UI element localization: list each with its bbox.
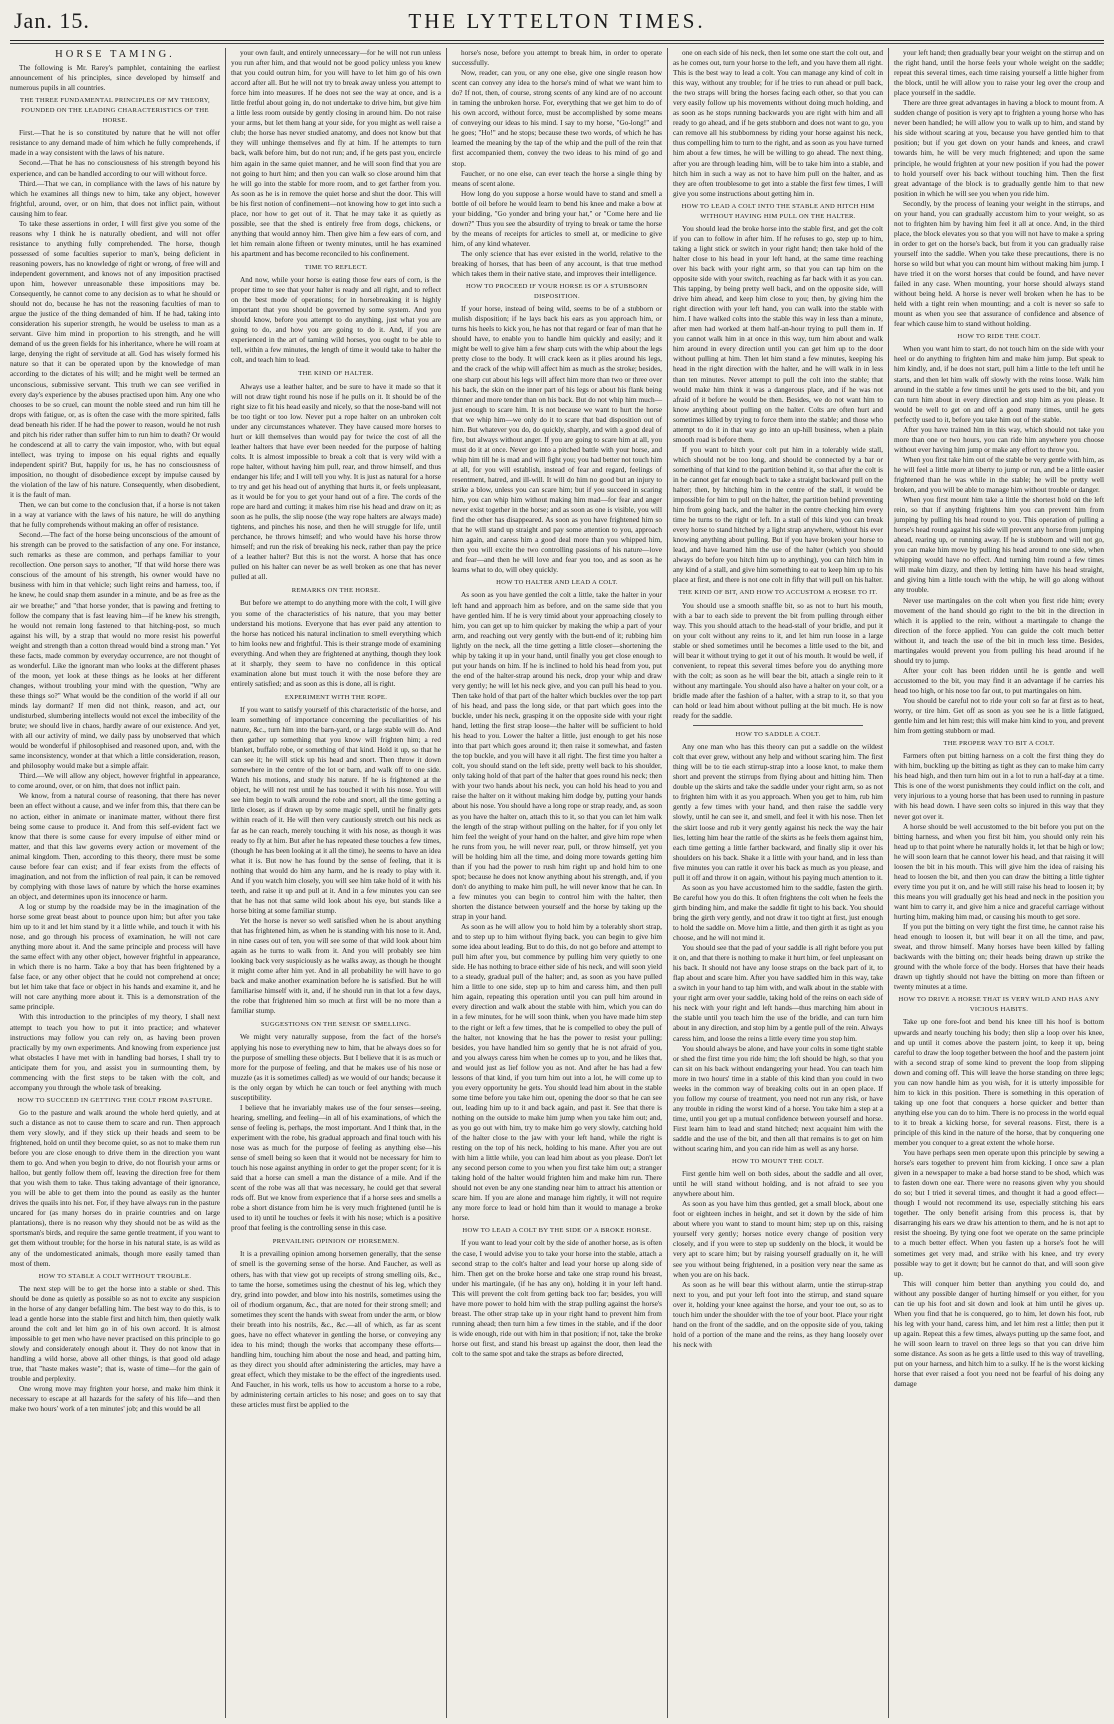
- paragraph: You should use a smooth snaffle bit, so as not to hurt his mouth, with a bar to each side to prevent the bit from pulling through either way. This you should attach to the head-stall of your bridle, and put it on your colt without any reins to it, and let him run loose in a large stable or shed sometimes until he becomes a little used to the bit, and will bear it without trying to get it out of his mouth. It would be well, if convenient, to repeat this several times before you do anything more with the colt; as soon as he will bear the bit, attach a single rein to it without any martingale. You should also have a halter on your colt, or a bridle made after the fashion of a halter, with a strap to it, so that you can hold or lead him about without pulling at the bit much. He is now ready for the saddle.: [673, 600, 883, 721]
- paragraph: Now, reader, can you, or any one else, give one single reason how scent can convey any idea to the horse's mind of what we want him to do? If not, then, of course, strong scents of any kind are of no account in taming the unbroken horse. For, everything that we get him to do of his own accord, without force, must be accomplished by some means of conveying our ideas to his mind. I say to my horse, "Go-long!" and he goes; "Ho!" and he stops; because these two words, of which he has learned the meaning by the tap of the whip and the pull of the rein that first accompanied them, convey the two ideas to his mind of go and stop.: [452, 68, 662, 168]
- paragraph: Any one man who has this theory can put a saddle on the wildest colt that ever grew, without any help and without scaring him. The first thing will be to tie each stirrup-strap into a loose knot, to make them short and prevent the stirrups from flying about and hitting him. Then double up the skirts and take the saddle under your right arm, so as not to frighten him with it as you approach. When you get to him, rub him gently a few times with your hand, and then raise the saddle very slowly, until he can see it, and smell, and feel it with his nose. Then let the skirt loose and rub it very gently against his neck the way the hair lies, letting him hear the rattle of the skirts as he feels them against him, each time getting a little farther backward, and finally slip it over his shoulders on his back. Shake it a little with your hand, and in less than five minutes you can rattle it over his back as much as you please, and pull it off and throw it on again, without his paying much attention to it.: [673, 742, 883, 882]
- paragraph: After your colt has been ridden until he is gentle and well accustomed to the bit, you may find it an advantage if he carries his head too high, or his nose too far out, to put martingales on him.: [894, 665, 1104, 695]
- section-heading: HOW TO SUCCEED IN GETTING THE COLT FROM PASTURE.: [17, 1096, 213, 1104]
- paragraph: As soon as you have him thus gentled, get a small block, about one foot or eighteen inches in height, and set it down by the side of him about where you want to stand to mount him; step up on this, raising yourself very gently; horses notice every change of position very closely, and if you were to step up suddenly on the block, it would be very apt to scare him; but by raising yourself gradually on it, he will see you without being frightened, in a position very near the same as when you are on his back.: [673, 1199, 883, 1279]
- paragraph: If you want to satisfy yourself of this characteristic of the horse, and learn something of importance concerning the peculiarities of his nature, &c., turn him into the barn-yard, or a large stable will do. And then gather up something that you know will frighten him; a red blanket, buffalo robe, or something of that kind. Hold it up, so that he can see it; he will stick up his head and snort. Then throw it down somewhere in the centre of the lot or barn, and walk off to one side. Watch his motions, and study his nature. If he is frightened at the object, he will not rest until he has touched it with his nose. You will see him begin to walk around the robe and snort, all the time getting a little closer, as if drawn up by some magic spell, until he finally gets within reach of it. He will then very cautiously stretch out his neck as far as he can reach, merely touching it with his nose, as though it was ready to fly at him. But after he has repeated these touches a few times, (though he has been looking at it all the time), he seems to have an idea what it is. But now he has found by the sense of feeling, that it is nothing that would do him any harm, and he is ready to play with it. And if you watch him closely, you will see him take hold of it with his teeth, and raise it up and pull at it. And in a few minutes you can see that he has not that same wild look about his eye, but stands like a horse biting at some familiar stump.: [231, 704, 441, 915]
- paragraph: A horse should be well accustomed to the bit before you put on the bitting harness, and when you first bit him, you should only rein his head up to that point where he naturally holds it, let that be high or low; he will soon learn that he cannot lower his head, and that raising it will loosen the bit in his mouth. This will give him the idea of raising his head to loosen the bit, and then you can draw the bitting a little tighter every time you put it on, and he will still raise his head to loosen it; by this means you will gradually get his head and neck in the position you want him to carry it, and give him a nice and graceful carriage without hurting him, making him mad, or causing his mouth to get sore.: [894, 821, 1104, 921]
- paragraph: We might very naturally suppose, from the fact of the horse's applying his nose to everything new to him, that he always does so for the purpose of smelling these objects. But I believe that it is as much or more for the purpose of feeling, and that he makes use of his nose or muzzle (as it is sometimes called) as we would of our hands; because it is the only organ by which he can touch or feel anything with much susceptibility.: [231, 1032, 441, 1102]
- paragraph: As soon as you have accustomed him to the saddle, fasten the girth. Be careful how you do this. It often frightens the colt when he feels the girth binding him, and make the saddle fit tight to his back. You should bring the girth very gently, and not draw it too tight at first, just enough to hold the saddle on. Move him a little, and then girth it as tight as you choose, and he will not mind it.: [673, 882, 883, 943]
- paragraph: When you first take him out of the stable be very gentle with him, as he will feel a little more at liberty to jump or run, and be a little easier frightened than he was while in the stable; he will be pretty well broken, and you will be able to manage him without trouble or danger.: [894, 454, 1104, 495]
- paragraph: And now, while your horse is eating those few ears of corn, is the proper time to see that your halter is ready and all right, and to reflect on the best mode of operations; for in horsebreaking it is highly important that you should be governed by some system. And you should know, before you attempt to do anything, just what you are going to do, and how you are going to do it. And, if you are experienced in the art of taming wild horses, you ought to be able to tell, within a few minutes, the length of time it would take to halter the colt, and teach him to lead.: [231, 275, 441, 365]
- paragraph: horse's nose, before you attempt to break him, in order to operate successfully.: [452, 48, 662, 68]
- column-1: [10, 48, 225, 1718]
- section-divider: [693, 725, 863, 726]
- paragraph: Second.—The fact of the horse being unconscious of the amount of his strength can be proved to the satisfaction of any one. For instance, such remarks as these are common, and perhaps familiar to your recollection. One person says to another, "If that wild horse there was conscious of the amount of his strength, his owner would have no business with him in that vehicle; such light reins and harness, too, if he knew, he could snap them asunder in a minute, and be as free as the air we breathe;" and "that horse yonder, that is pawing and fretting to follow the company that is fast leaving him—if he knew his strength, he would not remain long fastened to that hitching-post, so much against his will, by a strap that would no more resist his powerful weight and strength than a cotton thread would bind a strong man." Yet these facts, made common by everyday occurrence, are not thought of as wonderful. Like the ignorant man who looks at the different phases of the moon, yet look at these things as he looks at her different changes, without troubling your mind with the question, "Why are these things so?" What would be the condition of the world if all our minds lay dormant? If men did not think, reason, and act, our undisturbed, slumbering intellects would not excel the imbecility of the brute; we should live in chaos, hardly aware of our existence. And yet, with all our activity of mind, we daily pass by unobserved that which would be wonderful if philosophised and reasoned upon, and, with the same inconsistency, wonder at that which a little consideration, reason, and philosophy would make but a simple affair.: [10, 530, 220, 771]
- article-headline: HORSE TAMING.: [55, 49, 175, 60]
- section-heading: THE THREE FUNDAMENTAL PRINCIPLES OF MY THEORY, FOUNDED ON THE LEADING CHARACTERISTICS OF THE HORSE.: [20, 97, 210, 125]
- section-heading: REMARKS ON THE HORSE.: [291, 587, 381, 595]
- masthead-rule: [10, 43, 1104, 44]
- paragraph: The following is Mr. Rarey's pamphlet, containing the earliest announcement of his principles, since developed by himself and numerous pupils in all countries.: [10, 63, 220, 93]
- section-heading: THE PROPER WAY TO BIT A COLT.: [943, 740, 1055, 748]
- section-heading: HOW TO STABLE A COLT WITHOUT TROUBLE.: [38, 1272, 192, 1280]
- paragraph: Second.—That he has no consciousness of his strength beyond his experience, and can be handled according to our will without force.: [10, 158, 220, 178]
- paragraph: one on each side of his neck, then let some one start the colt out, and as he comes out, turn your horse to the left, and you have them all right. This is the best way to lead a colt. You can manage any kind of colt in this way, without any trouble; for if he tries to run ahead or pull back, the two straps will bring the horses facing each other, so that you can very easily follow up his movements without doing much holding, and as soon as he stops running backwards you are right with him and all ready to go ahead, and if he gets stubborn and does not want to go, you can remove all his stubbornness by riding your horse against his neck, thus compelling him to turn to the right, and as soon as you have turned him about a few times, he will be willing to go ahead. The next thing, after you are through leading him, will be to take him into a stable, and hitch him in such a way as not to have him pull on the halter, and as they are often troublesome to get into a stable the first few times, I will give you some instructions about getting him in.: [673, 48, 883, 198]
- paragraph: If you put the bitting on very tight the first time, he cannot raise his head enough to loosen it, but will bear it on all the time, and paw, sweat, and throw himself. Many horses have been killed by falling backwards with the bitting on; their heads being drawn up strike the ground with the whole force of the body. Horses that have their heads drawn up tightly should not have the bitting on more than fifteen or twenty minutes at a time.: [894, 922, 1104, 992]
- paragraph: Third.—That we can, in compliance with the laws of his nature by which he examines all things new to him, take any object, however frightful, around, over, or on him, that does not inflict pain, without causing him to fear.: [10, 178, 220, 218]
- section-heading: TIME TO REFLECT.: [304, 263, 368, 271]
- paragraph: First gentle him well on both sides, about the saddle and all over, until he will stand without holding, and is not afraid to see you anywhere about him.: [673, 1169, 883, 1199]
- section-heading: HOW TO PROCEED IF YOUR HORSE IS OF A STUBBORN DISPOSITION.: [466, 283, 648, 301]
- paragraph: I believe that he invariably makes use of the four senses—seeing, hearing, smelling, and feeling—in all of his examinations, of which the sense of feeling is, perhaps, the most important. And I think that, in the experiment with the robe, his gradual approach and final touch with his nose was as much for the purpose of feeling as anything else—his sense of smell being so keen that it would not be necessary for him to touch his nose against anything in order to get the proper scent; for it is said that a horse can smell a man the distance of a mile. And if the scent of the robe was all that was necessary, he could get that several rods off. But we know from experience that if a horse sees and smells a robe a short distance from him he is very much frightened (until he is used to it) until he touches or feels it with his nose; which is a positive proof that feeling is the controlling sense in this case.: [231, 1102, 441, 1233]
- paragraph: Take up one fore-foot and bend his knee till his hoof is bottom upwards and nearly touching his body; then slip a loop over his knee, and up until it comes above the pastern joint, to keep it up, being careful to draw the loop together between the hoof and the pastern joint with a second strap of some kind to prevent the loop from slipping down and coming off. This will leave the horse standing on three legs; you can now handle him as you wish, for it is utterly impossible for him to kick in this position. There is something in this operation of taking up one foot that conquers a horse quicker and better than anything else you can do to him. There is no process in the world equal to it to break a kicking horse, for several reasons. First, there is a principle of this kind in the nature of the horse, that by conquering one member you conquer to a great extent the whole horse.: [894, 1017, 1104, 1148]
- paragraph: We know, from a natural course of reasoning, that there has never been an effect without a cause, and we infer from this, that there can be no action, either in animate or inanimate matter, without there first being some cause to produce it. And from this self-evident fact we know that there is some cause for every impulse of either mind or matter, and that this law governs every action or movement of the animal kingdom. Then, according to this theory, there must be some cause before fear can exist; and if fear exists from the effects of imagination, and not from the infliction of real pain, it can be removed by complying with those laws of nature by which the horse examines an object, and determines upon its innocence or harm.: [10, 791, 220, 901]
- paragraph: Secondly, by the process of leaning your weight in the stirrups, and on your hand, you can gradually accustom him to your weight, so as not to frighten him by having him feel it all at once. And, in the third place, the block elevates you so that you will not have to make a spring in order to get on the horse's back, but from it you can gradually raise yourself into the saddle. When you take these precautions, there is no horse so wild but what you can mount him without making him jump. I have tried it on the worst horses that could be found, and have never failed in any case. When mounting, your horse should always stand without being held. A horse is never well broken when he has to be held with a tight rein when mounting; and a colt is never so safe to mount as when you see that assurance of confidence and absence of fear which cause him to stand without holding.: [894, 198, 1104, 329]
- paragraph: You should see that the pad of your saddle is all right before you put it on, and that there is nothing to make it hurt him, or feel unpleasant on his back. It should not have any loose straps on the back part of it, to flap about and scare him. After you have saddled him in this way, take a switch in your hand to tap him with, and walk about in the stable with your right arm over your saddle, taking hold of the reins on each side of his neck with your right and left hands—thus marching him about in the stable until you teach him the use of the bridle, and can turn him about in any direction, and stop him by a gentle pull of the rein. Always caress him, and loose the reins a little every time you stop him.: [673, 943, 883, 1043]
- paragraph: Third.—We will allow any object, however frightful in appearance, to come around, over, or on him, that does not inflict pain.: [10, 771, 220, 791]
- paragraph: Yet the horse is never so well satisfied when he is about anything that has frightened him, as when he is standing with his nose to it. And, in nine cases out of ten, you will see some of that wild look about him again as he turns to walk from it. And you will probably see him looking back very suspiciously as he walks away, as though he thought it might come after him yet. And in all probability he will have to go back and make another examination before he is satisfied. But he will familiarise himself with it, and, if he should run in that lot a few days, the robe that frightened him so much at first will be no more than a familiar stump.: [231, 915, 441, 1016]
- section-heading: PREVAILING OPINION OF HORSEMEN.: [272, 1238, 400, 1246]
- section-heading: HOW TO SADDLE A COLT.: [735, 731, 821, 739]
- column-2: [225, 48, 446, 1718]
- paragraph: How long do you suppose a horse would have to stand and smell a bottle of oil before he would learn to bend his knee and make a bow at your bidding, "Go yonder and bring your hat," or "Come here and lie down?" Thus you see the absurdity of trying to break or tame the horse by the means of receipts for articles to smell at, or medicine to give him, of any kind whatever.: [452, 188, 662, 248]
- section-heading: THE KIND OF HALTER.: [298, 370, 374, 378]
- paragraph: There are three great advantages in having a block to mount from. A sudden change of position is very apt to frighten a young horse who has never been handled; he will allow you to walk up to him, and stand by his side without scaring at you, because you have gentled him to that position; but if you get down on your hands and knees, and crawl towards him, he will be very much frightened; and upon the same principle, he would frighten at your new position if you had the power to hold yourself over his back without touching him. Then the first great advantage of the block is to gradually gentle him to that new position in which he will see you when you ride him.: [894, 98, 1104, 198]
- paragraph: It is a prevailing opinion among horsemen generally, that the sense of smell is the governing sense of the horse. And Faucher, as well as others, has with that view got up receipts of strong smelling oils, &c., to tame the horse, sometimes using the chestnut of his leg, which they dry, grind into powder, and blow into his nostrils, sometimes using the oil of rhodium organum, &c., that are noted for their strong smell; and sometimes they scent the hands with sweat from under the arm, or blow their breath into his nostrils, &c., &c.—all of which, as far as scent goes, have no effect whatever in gentling the horse, or conveying any idea to his mind; though the works that accompany these efforts—handling him, touching him about the nose and head, and patting him, as they direct you should after administering the articles, may have a great effect, which they mistake to be the effect of the ingredients used. And Faucher, in his work, tells us how to accustom a horse to a robe, by administering certain articles to his nose; and goes on to say that these articles must first be applied to the: [231, 1249, 441, 1410]
- section-heading: HOW TO RIDE THE COLT.: [957, 333, 1041, 341]
- paragraph: If you want to lead your colt by the side of another horse, as is often the case, I would advise you to take your horse into the stable, attach a second strap to the colt's halter and lead your horse up along side of him. Then get on the broke horse and take one strap round his breast, under his martingale, (if he has any on), holding it in your left hand. This will prevent the colt from getting back too far; besides, you will have more power to hold him with the strap pulling against the horse's breast. The other strap take up in your right hand to prevent him from running ahead; then turn him a few times in the stable, and if the door is wide enough, ride out with him in that position; if not, take the broke horse out first, and stand his breast up against the door, then lead the colt to the same spot and take the straps as before directed,: [452, 1238, 662, 1358]
- paragraph: Go to the pasture and walk around the whole herd quietly, and at such a distance as not to cause them to scare and run. Then approach them very slowly, and if they stick up their heads and seem to be frightened, hold on until they become quiet, so as not to make them run before you are close enough to drive them in the direction you want them to go. And when you begin to drive, do not flourish your arms or halloo, but gently follow them off, leaving the direction free for them that you wish them to take. Thus taking advantage of their ignorance, you will be able to get them into the pound as easily as the hunter drives the quails into his net. For, if they have always run in the pasture uncared for (as many horses do in prairie countries and on large plantations), there is no reason why they should not be as wild as the sportsman's birds, and require the same gentle treatment, if you want to get them without trouble; for the horse in his natural state, is as wild as any of the undomesticated animals, though more easily tamed than most of them.: [10, 1107, 220, 1268]
- section-heading: HOW TO LEAD A COLT BY THE SIDE OF A BROKE HORSE.: [462, 1227, 652, 1235]
- paragraph: If your horse, instead of being wild, seems to be of a stubborn or mulish disposition; if he lays back his ears as you approach him, or turns his heels to kick you, he has not that regard or fear of man that he should have, to enable you to handle him quickly and easily; and it might be well to give him a few sharp cuts with the whip about the legs pretty close to the body. It will crack keen as it plies around his legs, and the crack of the whip will affect him as much as the stroke; besides, one sharp cut about his legs will affect him more than two or three over his back, the skin on the inner part of his legs or about his flank being thinner and more tender than on his back. But do not whip him much—just enough to scare him. It is not because we want to hurt the horse that we whip him—we only do it to scare that bad disposition out of him. But whatever you do, do quickly, sharply, and with a good deal of fire, but always without anger. If you are going to scare him at all, you must do it at once. Never go into a pitched battle with your horse, and whip him till he is mad and will fight you; you had better not touch him at all, for you will establish, instead of fear and regard, feelings of resentment, hatred, and ill-will. It will do him no good but an injury to strike a blow, unless you can scare him; but if you succeed in scaring him, you can whip him without making him mad—for fear and anger never exist together in the horse; and as soon as one is visible, you will find the other has disappeared. As soon as you have frightened him so that he will stand up straight and pay some attention to you, approach him again, and caress him a good deal more than you whipped him, then you will excite the two controlling passions of his nature—love and fear—and then he will love and fear you too, and as soon as he learns what to do, will obey quickly.: [452, 304, 662, 575]
- paragraph: You have perhaps seen men operate upon this principle by sewing a horse's ears together to prevent him from kicking. I once saw a plan given in a newspaper to make a bad horse stand to be shod, which was to fasten down one ear. There were no reasons given why you should do so; but I tried it several times, and thought it had a good effect—though I would not recommend its use, especially stitching his ears together. The only benefit arising from this process is, that by disarranging his ears we draw his attention to them, and he is not apt to resist the shoeing. By tying one foot we operate on the same principle to a much better effect. When you fasten up a horse's foot he will sometimes get very mad, and strike with his knee, and try every possible way to get it down; but he cannot do that, and will soon give up.: [894, 1148, 1104, 1278]
- paragraph: Never use martingales on the colt when you first ride him; every movement of the hand should go right to the bit in the direction in which it is applied to the rein, without a martingale to change the direction of the force applied. You can guide the colt much better without it, and teach the use of the bit in much less time. Besides, martingales would prevent you from pulling his head around if he should try to jump.: [894, 595, 1104, 665]
- paragraph: Farmers often put bitting harness on a colt the first thing they do with him, buckling up the bitting as tight as they can to make him carry his head high, and then turn him out in a lot to run a half-day at a time. This is one of the worst punishments they could inflict on the colt, and very injurious to a young horse that has been used to running in pasture with his head down. I have seen colts so injured in this way that they never got over it.: [894, 751, 1104, 821]
- paragraph: One wrong move may frighten your horse, and make him think it necessary to escape at all hazards for the safety of his life—and then make two hours' work of a ten minutes' job; and this would be all: [10, 1384, 220, 1414]
- column-4: [667, 48, 888, 1718]
- paragraph: You should always be alone, and have your colts in some tight stable or shed the first time you ride him; the loft should be high, so that you can sit on his back without endangering your head. You can teach him more in two hours' time in a stable of this kind than you could in two weeks in the common way of breaking colts out in an open place. If you follow my course of treatment, you need not run any risk, or have any trouble in riding the worst kind of a horse. You take him a step at a time, until you get up a mutual confidence between yourself and horse. First learn him to lead and stand hitched; next acquaint him with the saddle and the use of the bit, and then all that remains is to get on him without scaring him, and you can ride him as well as any horse.: [673, 1043, 883, 1154]
- paragraph: You should be careful not to ride your colt so far at first as to heat, worry, or tire him. Get off as soon as you see he is a little fatigued, gentle him and let him rest; this will make him kind to you, and prevent him from getting stubborn or mad.: [894, 696, 1104, 736]
- section-heading: EXPERIMENT WITH THE ROPE.: [284, 693, 388, 701]
- section-heading: SUGGESTIONS ON THE SENSE OF SMELLING.: [260, 1021, 412, 1029]
- article-columns: [10, 48, 1104, 1718]
- masthead: [10, 0, 1104, 41]
- paragraph: You should lead the broke horse into the stable first, and get the colt if you can to follow in after him. If he refuses to go, step up to him, taking a light stick or switch in your right hand; then take hold of the halter close to his head in your left hand, at the same time reaching over his back with your right arm, so that you can tap him on the opposite side with your switch, reaching as far back with it as you can. This tapping, by being pretty well back, and on the opposite side, will drive him ahead, and keep him close to you; then, by giving him the right direction with your left hand, you can walk into the stable with him. I have walked colts into the stable this way in less than a minute, after men had worked at them half-an-hour trying to pull them in. If you cannot walk him in at once in this way, turn him about and walk him around in every direction until you can get him up to the door without pulling at him. Then let him stand a few minutes, keeping his head in the right direction with the halter, and he will walk in in less than ten minutes. Never attempt to pull the colt into the stable; that would make him think it was a dangerous place, and if he was not afraid of it before he would be then. Besides, we do not want him to know anything about pulling on the halter. Colts are often hurt and sometimes killed by trying to force them into the stable; and those who attempt to do it in that way go into an up-hill business, when a plain smooth road is before them.: [673, 223, 883, 444]
- paragraph: your left hand; then gradually bear your weight on the stirrup and on the right hand, until the horse feels your whole weight on the saddle; repeat this several times, each time raising yourself a little higher from the block, until he will allow you to raise your leg over the croup and place yourself in the saddle.: [894, 48, 1104, 98]
- paragraph: As soon as he will allow you to hold him by a tolerably short strap, and to step up to him without flying back, you can begin to give him some idea about leading. But to do this, do not go before and attempt to pull him after you, but commence by pulling him very quietly to one side. He has nothing to brace either side of his neck, and will soon yield to a steady, gradual pull of the halter; and, as soon as you have pulled him a little to one side, step up to him and caress him, and then pull him again, repeating this operation until you can pull him around in every direction and walk about the stable with him, which you can do in a few minutes, for he will soon think, when you have made him step to the right or left a few times, that he is compelled to obey the pull of the halter, not knowing that he has the power to resist your pulling; besides, you have handled him so gently that he is not afraid of you, and you always caress him when he comes up to you, and he likes that, and would just as lief follow you as not. And after he has had a few lessons of that kind, if you turn him out into a lot, he will come up to you every opportunity he gets. You should lead him about in the stable some time before you take him out, opening the door so that he can see out, leading him up to it and back again, and past it. See that there is nothing on the outside to make him jump when you take him out; and, as you go out with him, try to make him go very slowly, catching hold of the halter close to the jaw with your left hand, while the right is resting on the top of his neck, holding to his mane. After you are out with him a little while, you can lead him about as you please. Don't let any second person come to you when you first take him out; a stranger taking hold of the halter would frighten him and make him run. There should not even be any one standing near him to attract his attention or scare him. If you are alone and manage him rightly, it will not require any more force to lead or hold him than it would to manage a broke horse.: [452, 922, 662, 1223]
- paragraph: When you want him to start, do not touch him on the side with your heel or do anything to frighten him and make him jump. But speak to him kindly, and, if he does not start, pull him a little to the left until he starts, and then let him walk off slowly with the reins loose. Walk him around in the stable a few times until he gets used to the bit, and you can turn him about in every direction and stop him as you please. It would be well to get on and off a good many times, until he gets perfectly used to it, before you take him out of the stable.: [894, 344, 1104, 424]
- section-heading: THE KIND OF BIT, AND HOW TO ACCUSTOM A HORSE TO IT.: [678, 589, 878, 597]
- paragraph: As soon as you have gentled the colt a little, take the halter in your left hand and approach him as before, and on the same side that you have gentled him. If he is very timid about your approaching closely to him, you can get up to him quicker by making the whip a part of your arm, and reaching out very gently with the butt-end of it; rubbing him lightly on the neck, all the time getting a little closer—shortening the whip by taking it up in your hand, until finally you get close enough to put your hands on him. If he is inclined to hold his head from you, put the end of the halter-strap around his neck, drop your whip and draw very gently; he will let his neck give, and you can pull his head to you. Then take hold of that part of the halter which buckles over the top part of his head, and pass the long side, or that part which goes into the buckle, under his neck, grasping it on the opposite side with your right hand, letting the first strap loose—the halter will be sufficient to hold his head to you. Lower the halter a little, just enough to get his nose into that part which goes around it; then raise it somewhat, and fasten the top buckle, and you will have it all right. The first time you halter a colt, you should stand on the left side, pretty well back to his shoulder, only taking hold of that part of the halter that goes round his neck; then with your two hands about his neck, you can hold his head to you and raise the halter on it without making him dodge by, putting your hands about his nose. You should have a long rope or strap ready, and, as soon as you have the halter on, attach this to it, so that you can let him walk the length of the strap without pulling on the halter, for if you only let him feel the weight of your hand on the halter, and give him rope when he runs from you, he will never rear, pull, or throw himself, yet you will be holding him all the time, and doing more towards getting him than if you had the power to rush him right up and hold him to one spot; because he does not know anything about his strength, and, if you don't do anything to make him pull, he will never know that he can. In a few minutes you can begin to control him with the halter, then shorten the distance between yourself and the horse by taking up the strap in your hand.: [452, 590, 662, 921]
- section-heading: HOW TO LEAD A COLT INTO THE STABLE AND HITCH HIM WITHOUT HAVING HIM PULL ON THE HALTER.: [681, 202, 875, 220]
- paragraph: your own fault, and entirely unnecessary—for he will not run unless you run after him, and that would not be good policy unless you knew that you could outrun him, for you will have to let him go of his own accord after all. But he will not try to break away unless you attempt to force him into measures. If he does not see the way at once, and is a little fretful about going in, do not undertake to drive him, but give him a little less room outside by gently closing in around him. Do not raise your arms, but let them hang at your side, for you might as well raise a club; the horse has never studied anatomy, and does not know but that they will unhinge themselves and fly at him. If he attempts to turn back, walk before him, but do not run; and, if he gets past you, encircle him again in the same quiet manner, and he will soon find that you are not going to hurt him; and then you can walk so close around him that he will go into the stable for more room, and to get farther from you. As soon as he is in remove the quiet horse and shut the door. This will be his first notion of confinement—not knowing how to get into such a place, nor how to get out of it. That he may take it as quietly as possible, see that the shed is entirely free from dogs, chickens, or anything that would annoy him. Then give him a few ears of corn, and let him remain alone fifteen or twenty minutes, until he has examined his apartment and has become reconciled to his confinement.: [231, 48, 441, 258]
- newspaper-title: THE LYTTELTON TIMES.: [408, 9, 706, 33]
- paragraph: After you have trained him in this way, which should not take you more than one or two hours, you can ride him anywhere you choose without ever having him jump or make any effort to throw you.: [894, 424, 1104, 454]
- paragraph: With this introduction to the principles of my theory, I shall next attempt to teach you how to put it into practice; and whatever instructions may follow you can rely on, as having been proven practically by my own experiments. And knowing from experience just what obstacles I have met with in handling bad horses, I shall try to anticipate them for you, and assist you in surmounting them, by commencing with the first steps to be taken with the colt, and accompany you through the whole task of breaking.: [10, 1012, 220, 1092]
- paragraph: Faucher, or no one else, can ever teach the horse a single thing by means of scent alone.: [452, 168, 662, 188]
- paragraph: Then, we can but come to the conclusion that, if a horse is not taken in a way at variance with the laws of his nature, he will do anything that he fully comprehends without making an offer of resistance.: [10, 500, 220, 530]
- issue-date: Jan. 15.: [14, 8, 90, 33]
- paragraph: As soon as he will bear this without alarm, untie the stirrup-strap next to you, and put your left foot into the stirrup, and stand square over it, holding your knee against the horse, and your toe out, so as to touch him under the shoulder with the toe of your boot. Place your right hand on the front of the saddle, and on the opposite side of you, taking hold of a portion of the mane and the reins, as they hang loosely over his neck with: [673, 1279, 883, 1349]
- section-heading: HOW TO MOUNT THE COLT.: [732, 1158, 824, 1166]
- paragraph: The next step will be to get the horse into a stable or shed. This should be done as quietly as possible so as not to excite any suspicion in the horse of any danger befalling him. The best way to do this, is to lead a gentle horse into the stable first and hitch him, then quietly walk around the colt and let him go in of his own accord. It is almost impossible to get men who have never practised on this principle to go slowly and considerately enough about it. They do not know that in handling a wild horse, above all other things, is that good old adage true, that "haste makes waste"; that is, waste of time—for the gain of trouble and perplexity.: [10, 1283, 220, 1384]
- paragraph: To take these assertions in order, I will first give you some of the reasons why I think he is naturally obedient, and will not offer resistance to anything fully comprehended. The horse, though possessed of some faculties superior to man's, being deficient in reasoning powers, has no knowledge of right or wrong, of free will and independent government, and knows not of any imposition practised upon him, however unreasonable these impositions may be. Consequently, he cannot come to any decision as to what he should or should not do, because he has not the reasoning faculties of man to argue the justice of the thing demanded of him. If he had, taking into consideration his superior strength, he would be useless to man as a servant. Give him mind in proportion to his strength, and he will demand of us the green fields for his inheritance, where he will roam at large, denying the right of servitude at all. God has wisely formed his nature so that it can be operated upon by the knowledge of man according to the dictates of his will; and he might well be termed an unconscious, submissive servant. This truth we can see verified in every day's experience by the abuses practised upon him. Any one who chooses to be so cruel, can mount the noble steed and run him till he drops with fatigue, or, as is often the case with the more spirited, falls dead beneath his rider. If he had the power to reason, would he not rush and pitch his rider rather than suffer him to run him to death? Or would he condescend at all to carry the vain impostor, who, with but equal intellect, was trying to impose on his equal rights and equally independent spirit? But, happily for us, he has no consciousness of imposition, no thought of disobedience except by impulse caused by the violation of the law of his nature. Consequently, when disobedient, it is the fault of man.: [10, 218, 220, 500]
- paragraph: A log or stump by the roadside may be in the imagination of the horse some great beast about to pounce upon him; but after you take him up to it and let him stand by it a little while, and touch it with his nose, and go through his process of examination, he will not care anything more about it. And the same principle and process will have the same effect with any other object, however frightful in appearance, in which there is no harm. Take a boy that has been frightened by a false face, or any other object that he could not comprehend at once; but let him take that face or object in his hands and examine it, and he will not care anything more about it. This is a demonstration of the same principle.: [10, 901, 220, 1012]
- column-5: [888, 48, 1104, 1718]
- paragraph: But before we attempt to do anything more with the colt, I will give you some of the characteristics of his nature, that you may better understand his motions. Everyone that has ever paid any attention to the horse has noticed his natural inclination to smell everything which to him looks new and frightful. This is their strange mode of examining everything. And when they are frightened at anything, though they look at it sharply, they seem to have no confidence in this optical examination alone but must touch it with the nose before they are entirely satisfied; and as soon as this is done, all is right.: [231, 598, 441, 688]
- paragraph: When you first mount him take a little the shortest hold on the left rein, so that if anything frightens him you can prevent him from jumping by pulling his head round to you. This operation of pulling a horse's head round against his side will prevent any horse from jumping ahead, rearing up, or running away. If he is stubborn and will not go, you can make him move by pulling his head around to one side, when whipping would have no effect. And turning him round a few times will make him dizzy, and then by letting him have his head straight, and giving him a little touch with the whip, he will go along without any trouble.: [894, 495, 1104, 595]
- section-heading: HOW TO DRIVE A HORSE THAT IS VERY WILD AND HAS ANY VICIOUS HABITS.: [898, 996, 1100, 1014]
- paragraph: This will conquer him better than anything you could do, and without any possible danger of hurting himself or you either, for you can tie up his foot and sit down and look at him until he gives up. When you find that he is conquered, go to him, let down his foot, rub his leg with your hand, caress him, and let him rest a little; then put it up again. Repeat this a few times, always putting up the same foot, and he will soon learn to travel on three legs so that you can drive him some distance. As soon as he gets a little used to this way of travelling, put on your harness, and hitch him to a sulky. If he is the worst kicking horse that ever raised a foot you need not be fearful of his doing any damage: [894, 1278, 1104, 1389]
- paragraph: Always use a leather halter, and be sure to have it made so that it will not draw tight round his nose if he pulls on it. It should be of the right size to fit his head easily and nicely, so that the nose-band will not be too tight or too low. Never put a rope halter on an unbroken colt under any circumstances whatever. They have caused more horses to hurt or kill themselves than would pay for twice the cost of all the leather halters that have ever been needed for the purpose of halting colts. It is almost impossible to break a colt that is very wild with a rope halter, without having him pull, rear, and throw himself, and thus endanger his life; and I will tell you why. It is just as natural for a horse to try and get his head out of anything that hurts it, or feels unpleasant, as it would be for you to get your hand out of a fire. The cords of the rope are hard and cutting; it makes him rise his head and draw on it; as soon as he pulls, the slip noose (the way rope halters are always made) tightens, and pinches his nose, and then he will struggle for life, until perchance, he throws himself; and who would have his horse throw himself; and run the risk of breaking his neck, rather than pay the price of a leather halter? But this is not the worst. A horse that has once pulled on his halter can never be as well broken as one that has never pulled at all.: [231, 381, 441, 582]
- paragraph: If you want to hitch your colt put him in a tolerably wide stall, which should not be too long, and should be connected by a bar or something of that kind to the partition behind it, so that after the colt is in he cannot get far enough back to take a straight backward pull on the halter; then, by hitching him in the centre of the stall, it would be impossible for him to pull on the halter, the partition behind preventing him from going back, and the halter in the centre checking him every time he turns to the right or left. In a stall of this kind you can break every horse to stand hitched by a light strap anywhere, without his ever knowing anything about pulling. But if you have broken your horse to lead, and have learned him the use of the halter (which you should always do before you hitch him up to anything), you can hitch him in any kind of a stall, and give him something to eat to keep him up to his place at first, and there is not one colt in fifty that will pull on his halter.: [673, 444, 883, 585]
- section-heading: HOW TO HALTER AND LEAD A COLT.: [496, 579, 618, 587]
- paragraph: The only science that has ever existed in the world, relative to the breaking of horses, that has been of any account, is that true method which takes them in their native state, and improves their intelligence.: [452, 248, 662, 279]
- column-3: [446, 48, 667, 1718]
- paragraph: First.—That he is so constituted by nature that he will not offer resistance to any demand made of him which he fully comprehends, if made in a way consistent with the laws of his nature.: [10, 128, 220, 158]
